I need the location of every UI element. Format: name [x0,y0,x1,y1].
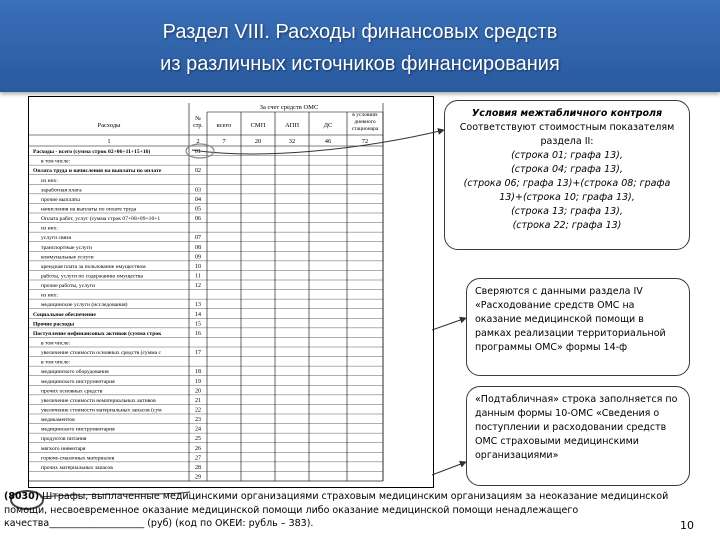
table-col-header: СМП [250,122,266,129]
table-row-number: 23 [195,417,201,424]
table-row-label: Социальное обеспечение [33,311,96,318]
table-row-label: в том числе: [41,158,71,165]
table-row-label: заработная плата [41,187,82,194]
page-number: 10 [680,519,694,532]
table-col-header: ДС [323,122,333,129]
table-col-header: № [195,116,201,122]
table-row-label: из них: [41,292,58,299]
table-row-label: горюче-смазочных материалов [41,455,115,462]
table-row-label: медицинского инструментария [41,378,115,385]
control-conditions-box [444,100,690,250]
check-section-box [466,278,690,376]
table-row-number: 05 [195,206,201,213]
fines-text-1: Штрафы, выплаченные медицинскими организациями страховым медицинским организациям за неоказание медицинской [39,491,669,502]
table-row-number: 17 [195,350,201,357]
table-row-number: 20 [195,388,201,395]
table-row-number: 27 [195,455,201,462]
table-row-label: транспортные услуги [41,244,93,251]
table-row-number: 04 [195,196,201,203]
table-row-number: 01 [195,149,201,156]
table-row-label: в том числе: [41,340,71,347]
table-row-label: в том числе: [41,359,71,366]
table-row-number: 07 [195,235,201,242]
fines-text-3: качества____________________ (руб) (код по ОКЕИ: рубль – 383). [4,518,314,529]
table-col-number: 2 [196,138,200,145]
control-conditions-line: (строка 06; графа 13)+(строка 08; графа [463,178,671,189]
table-row-label: увеличение стоимости основных средств (сумма с [41,350,161,357]
table-col-number: 1 [107,138,111,145]
table-row-number: 10 [195,263,201,270]
table-col-number: 32 [288,138,296,145]
table-row-label: арендная плата за пользование имуществом [41,263,146,270]
table-row-number: 11 [195,273,201,280]
table-col-header: в условиях [352,112,378,118]
table-row-number: 29 [195,474,201,481]
fines-code: (8030) [4,491,40,502]
control-conditions-line: 13)+(строка 10; графа 13), [499,192,635,203]
table-row-number: 18 [195,369,201,376]
slide-title-line2: из различных источников финансирования [160,53,560,75]
table-row-label: медицинские услуги (исследования) [41,302,128,309]
table-row-number: 03 [195,187,201,194]
table-row-number: 14 [195,311,201,318]
fines-text-2: помощи, несвоевременное оказание медицинской помощи либо оказание медицинской помощи ненадлежащего [4,504,579,516]
table-col-header: стационара [351,126,379,132]
table-row-label: Поступление нефинансовых активов (сумма строк [33,330,162,337]
slide-title-line1: Раздел VIII. Расходы финансовых средств [162,21,558,43]
table-row-label: медицинского оборудования [41,369,109,376]
table-row-label: продуктов питания [41,436,87,443]
table-row-label: Оплата труда и начисления на выплаты по оплате [33,168,162,175]
table-row-label: коммунальные услуги [41,254,94,261]
table-row-number: 02 [195,168,201,175]
table-row-label: прочих материальных запасов [41,464,113,471]
table-row-number: 24 [195,426,201,433]
control-conditions-line: Соответствуют стоимостным показателям раздела II: [459,122,675,147]
table-row-label: прочие выплаты [41,196,80,203]
table-row-number: 09 [195,254,201,261]
table-col-number: 20 [254,138,262,145]
table-row-number: 26 [195,445,201,452]
table-col-number: 46 [324,138,332,145]
table-row-label: медицинского инструментария [41,426,115,433]
table-row-label: из них: [41,225,58,232]
table-row-number: 19 [195,378,201,385]
table-row-label: Оплата работ, услуг (сумма строк 07+08+09+10+1 [41,216,161,223]
table-row-label: прочих основных средств [41,388,103,395]
table-row-number: 12 [195,283,201,290]
check-section-text: Сверяются с данными раздела IV «Расходование средств ОМС на оказание медицинской помощи в рамках реализации территориальной программы ОМС» формы 14-ф [475,286,666,353]
table-row-number: 28 [195,464,201,471]
control-conditions-line: (строка 13; графа 13), [511,206,623,217]
form-table-scan [28,96,434,488]
table-row-number: 06 [195,216,201,223]
subtable-row-box [466,386,690,486]
table-row-label: Расходы - всего (сумма строк 02+06+11+15+16) [33,149,151,156]
table-row-number: 22 [195,407,201,414]
subtable-row-text: «Подтабличная» строка заполняется по данным формы 10-ОМС «Сведения о поступлении и расходовании средств ОМС страховыми медицинскими организациями» [475,394,678,461]
table-col-header: АПП [284,122,300,129]
table-col-header: всего [216,122,232,129]
table-row-number: 16 [195,330,201,337]
table-col-header: стр. [193,123,203,129]
table-row-label: из них: [41,177,58,184]
table-row-number: 25 [195,436,201,443]
table-group-header: За счет средств ОМС [259,104,319,111]
table-row-label: начисления на выплаты по оплате труда [41,206,137,213]
table-row-label: прочие работы, услуги [41,283,96,290]
control-conditions-title: Условия межтабличного контроля [471,108,663,119]
table-row-label: Прочие расходы [33,321,75,328]
table-row-label: работы, услуги по содержанию имущества [41,273,143,280]
form-table [29,97,433,487]
arrow-check [432,318,466,330]
table-row-label: увеличение стоимости материальных запасов (сум [41,407,162,414]
control-conditions-line: (строка 22; графа 13) [512,220,622,231]
table-col-number: 7 [222,138,226,145]
table-row-label: услуги связи [41,235,72,242]
table-row-label: медикаментов [41,417,75,424]
control-conditions-line: (строка 04; графа 13), [511,164,623,175]
fines-line [4,490,714,536]
arrow-sub [432,462,466,475]
table-row-number: 08 [195,244,201,251]
table-row-label: мягкого инвентаря [41,445,86,452]
table-col-header: дневного [354,119,376,125]
table-col-header: Расходы [97,122,121,129]
table-col-number: 72 [361,138,369,145]
table-row-number: 15 [195,321,201,328]
table-row-number: 13 [195,302,201,309]
control-conditions-line: (строка 01; графа 13), [511,150,623,161]
table-row-number: 21 [195,397,201,404]
table-row-label: увеличение стоимости нематериальных активов [41,397,156,404]
slide-header [0,0,720,92]
